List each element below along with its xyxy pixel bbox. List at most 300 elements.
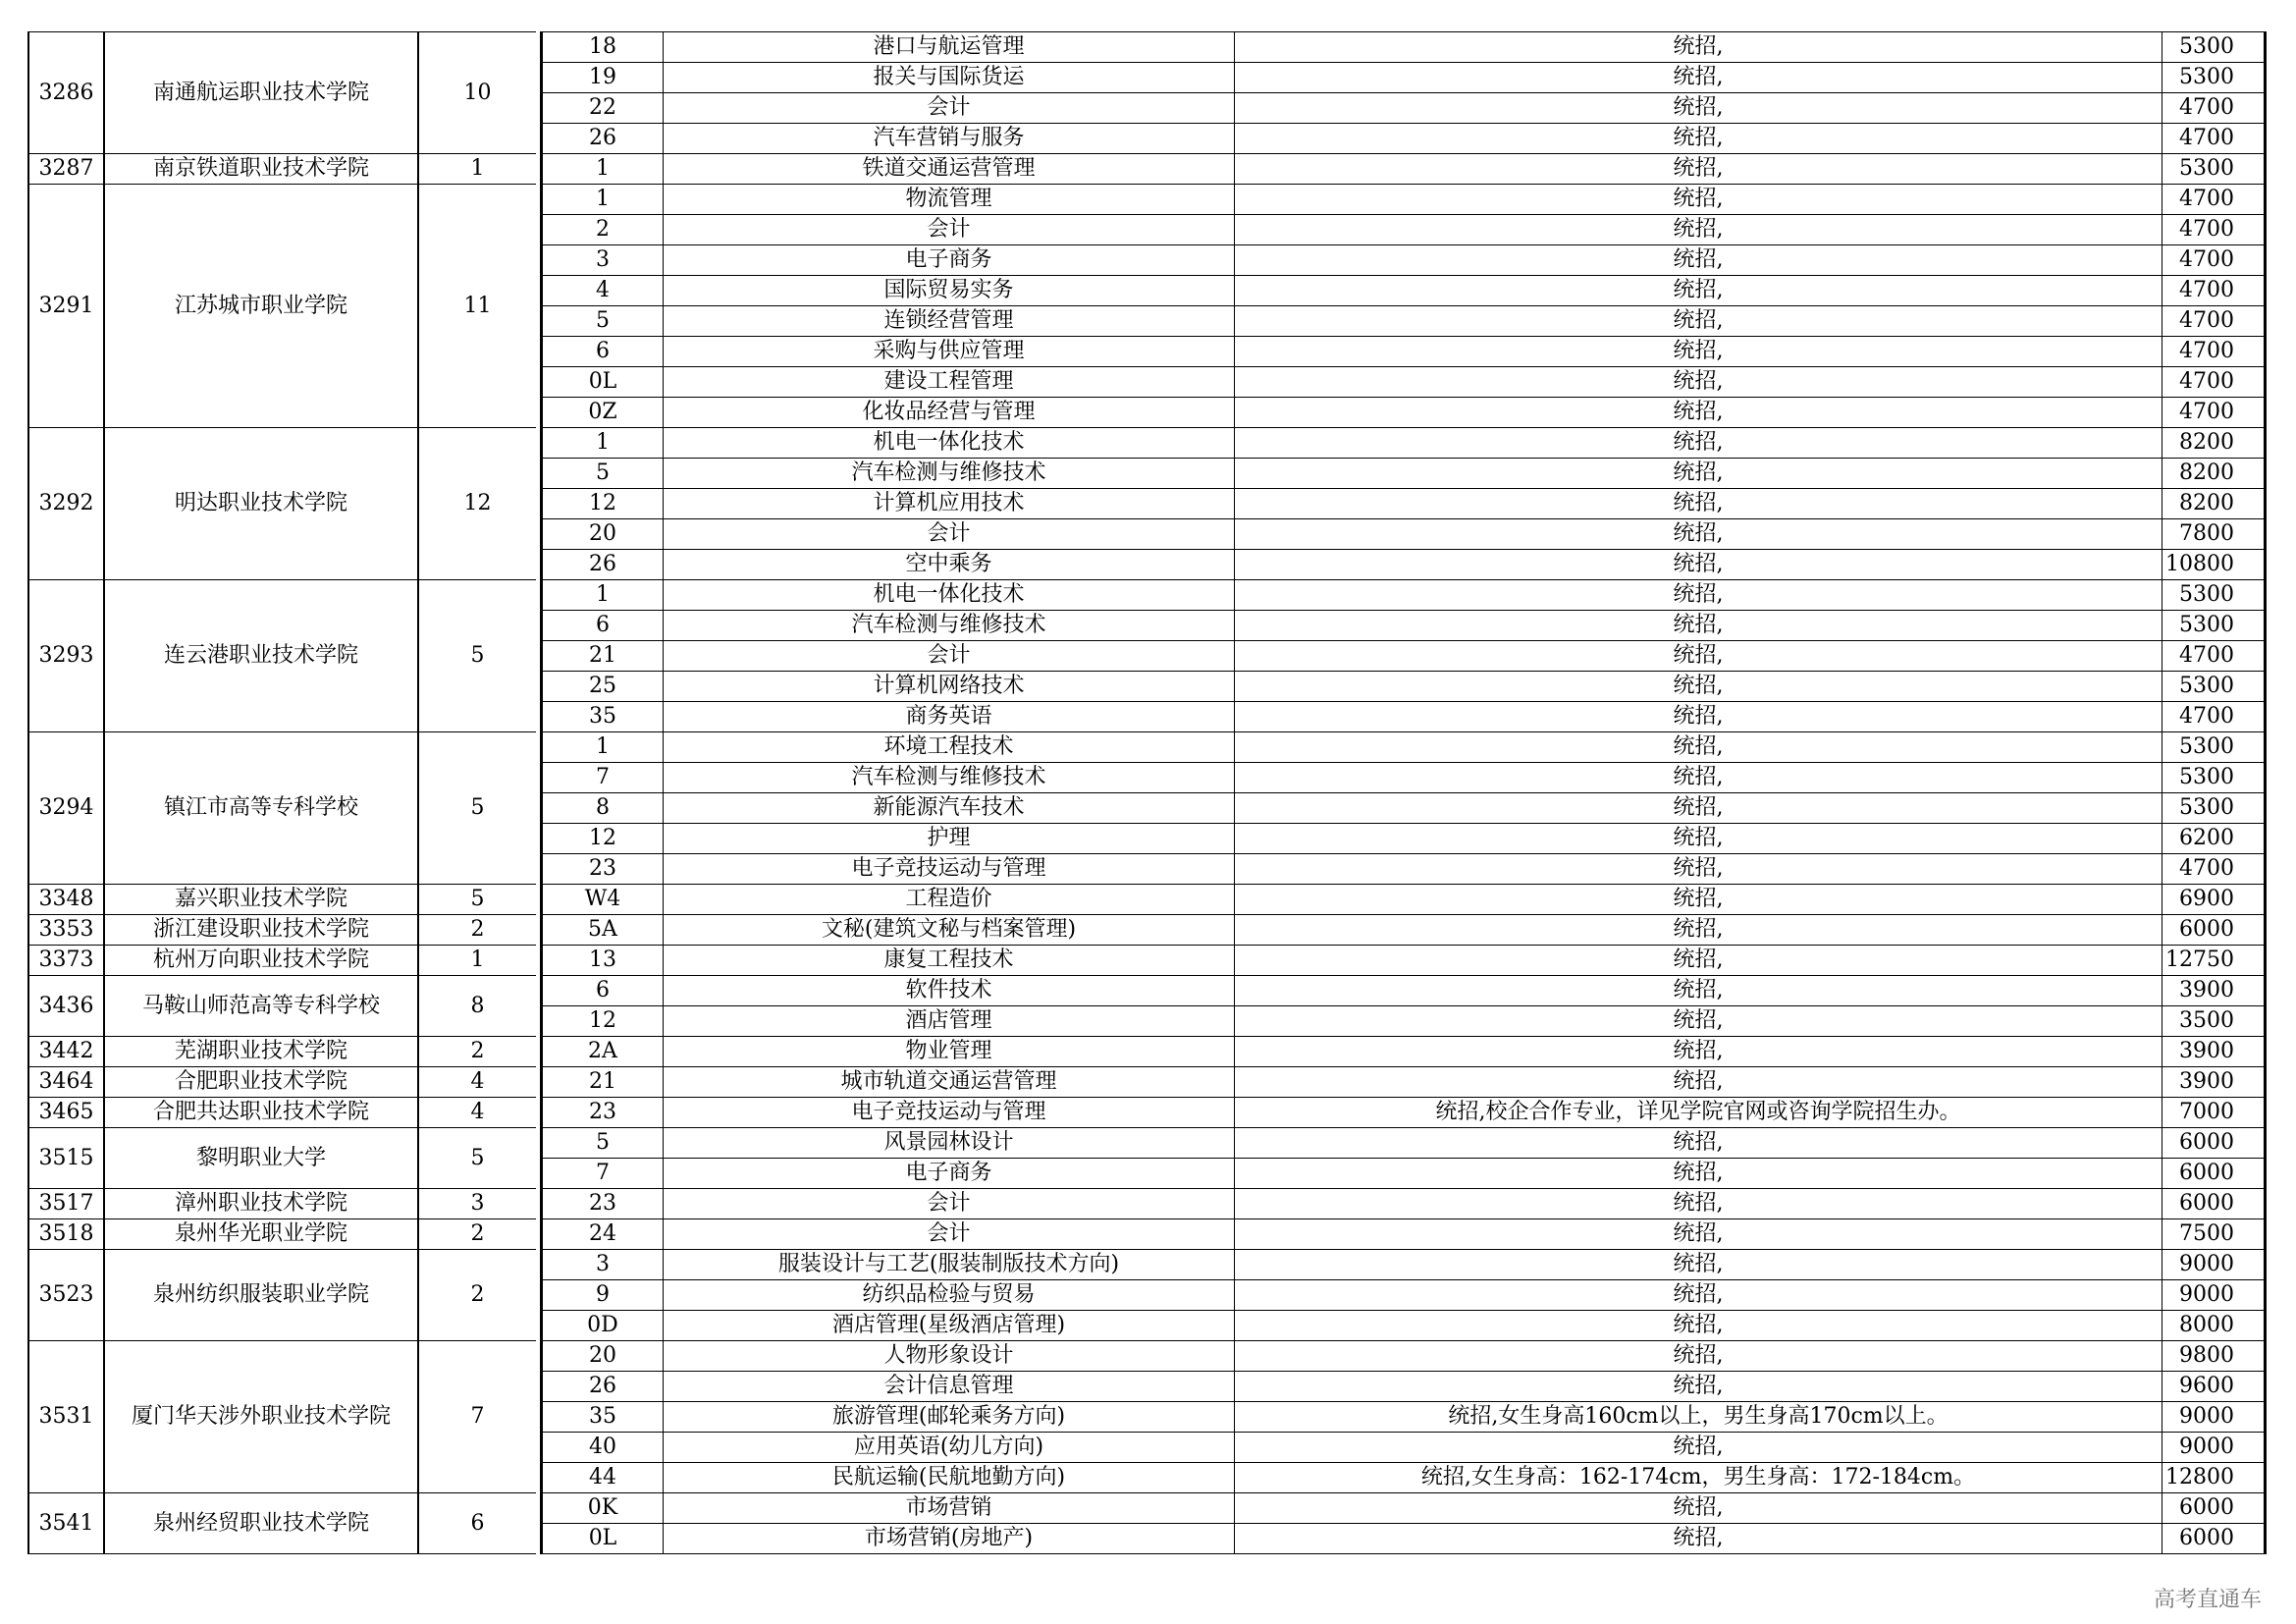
school-name: 镇江市高等专科学校 [104,732,418,885]
school-major-count: 2 [418,915,536,946]
major-code: 12 [542,1006,664,1037]
major-row [542,1098,2266,1128]
school-name: 明达职业技术学院 [104,428,418,580]
major-name: 工程造价 [664,885,1235,915]
major-note: 统招, [1235,824,2163,854]
major-note: 统招, [1235,428,2163,459]
major-row [542,519,2266,550]
major-name: 汽车检测与维修技术 [664,763,1235,793]
major-row [542,1037,2266,1067]
major-fee: 3900 [2163,1067,2266,1098]
major-name: 人物形象设计 [664,1341,1235,1372]
major-row [542,611,2266,641]
school-row [28,946,536,976]
school-major-count: 2 [418,1250,536,1341]
major-code: 20 [542,519,664,550]
major-name: 化妆品经营与管理 [664,398,1235,428]
major-code: 1 [542,185,664,215]
major-fee: 4700 [2163,276,2266,306]
major-row [542,1402,2266,1433]
major-fee: 9000 [2163,1280,2266,1311]
major-code: W4 [542,885,664,915]
major-name: 民航运输(民航地勤方向) [664,1463,1235,1493]
major-code: 26 [542,124,664,154]
major-row [542,824,2266,854]
major-note: 统招, [1235,1219,2163,1250]
major-note: 统招, [1235,550,2163,580]
major-name: 空中乘务 [664,550,1235,580]
major-name: 建设工程管理 [664,367,1235,398]
major-code: 1 [542,154,664,185]
school-code: 3515 [28,1128,104,1189]
major-fee: 4700 [2163,367,2266,398]
major-note: 统招, [1235,337,2163,367]
major-note: 统招, [1235,367,2163,398]
major-code: 2 [542,215,664,245]
major-code: 0Z [542,398,664,428]
major-row [542,306,2266,337]
major-name: 电子商务 [664,1159,1235,1189]
major-code: 3 [542,1250,664,1280]
school-name: 厦门华天涉外职业技术学院 [104,1341,418,1493]
major-fee: 6000 [2163,1159,2266,1189]
major-name: 机电一体化技术 [664,580,1235,611]
school-code: 3293 [28,580,104,732]
major-fee: 10800 [2163,550,2266,580]
major-fee: 4700 [2163,93,2266,124]
school-code: 3442 [28,1037,104,1067]
major-code: 12 [542,489,664,519]
major-code: 1 [542,580,664,611]
major-row [542,154,2266,185]
major-fee: 5300 [2163,580,2266,611]
major-fee: 3500 [2163,1006,2266,1037]
major-code: 13 [542,946,664,976]
major-name: 连锁经营管理 [664,306,1235,337]
major-fee: 7000 [2163,1098,2266,1128]
major-fee: 7500 [2163,1219,2266,1250]
major-row [542,763,2266,793]
major-code: 5 [542,1128,664,1159]
major-name: 城市轨道交通运营管理 [664,1067,1235,1098]
school-major-count: 1 [418,946,536,976]
major-fee: 4700 [2163,185,2266,215]
major-code: 1 [542,428,664,459]
school-row [28,32,536,154]
school-code: 3523 [28,1250,104,1341]
school-code: 3373 [28,946,104,976]
major-code: 8 [542,793,664,824]
major-row [542,641,2266,672]
school-code: 3517 [28,1189,104,1219]
major-row [542,1372,2266,1402]
major-row [542,915,2266,946]
major-note: 统招, [1235,1006,2163,1037]
school-major-count: 5 [418,580,536,732]
major-name: 服装设计与工艺(服装制版技术方向) [664,1250,1235,1280]
major-note: 统招, [1235,245,2163,276]
major-fee: 6000 [2163,1524,2266,1554]
major-note: 统招, [1235,1067,2163,1098]
major-code: 35 [542,702,664,732]
major-note: 统招, [1235,611,2163,641]
school-major-count: 3 [418,1189,536,1219]
school-major-count: 10 [418,32,536,154]
school-row [28,732,536,885]
major-fee: 9600 [2163,1372,2266,1402]
school-major-count: 2 [418,1037,536,1067]
major-row [542,337,2266,367]
major-row [542,1524,2266,1554]
school-name: 合肥共达职业技术学院 [104,1098,418,1128]
major-fee: 5300 [2163,732,2266,763]
major-note: 统招, [1235,1372,2163,1402]
major-note: 统招, [1235,154,2163,185]
major-note: 统招, [1235,1493,2163,1524]
major-name: 会计 [664,1189,1235,1219]
school-code: 3436 [28,976,104,1037]
major-row [542,1341,2266,1372]
major-name: 电子商务 [664,245,1235,276]
major-note: 统招, [1235,763,2163,793]
major-fee: 8000 [2163,1311,2266,1341]
major-row [542,1250,2266,1280]
major-row [542,1067,2266,1098]
school-table [27,31,536,1554]
school-code: 3291 [28,185,104,428]
school-name: 合肥职业技术学院 [104,1067,418,1098]
school-name: 杭州万向职业技术学院 [104,946,418,976]
school-row [28,580,536,732]
major-code: 23 [542,1189,664,1219]
major-row [542,946,2266,976]
major-name: 软件技术 [664,976,1235,1006]
school-name: 芜湖职业技术学院 [104,1037,418,1067]
major-code: 0L [542,1524,664,1554]
major-code: 4 [542,276,664,306]
major-name: 酒店管理(星级酒店管理) [664,1311,1235,1341]
major-fee: 6200 [2163,824,2266,854]
major-name: 会计 [664,1219,1235,1250]
major-row [542,428,2266,459]
major-note: 统招, [1235,732,2163,763]
major-row [542,1280,2266,1311]
school-name: 黎明职业大学 [104,1128,418,1189]
major-note: 统招, [1235,32,2163,63]
major-code: 24 [542,1219,664,1250]
major-code: 26 [542,1372,664,1402]
school-major-count: 12 [418,428,536,580]
school-major-count: 8 [418,976,536,1037]
major-fee: 7800 [2163,519,2266,550]
major-name: 计算机应用技术 [664,489,1235,519]
watermark-text: 高考直通车 [2153,1588,2262,1612]
school-row [28,915,536,946]
school-major-count: 5 [418,732,536,885]
major-name: 康复工程技术 [664,946,1235,976]
major-name: 环境工程技术 [664,732,1235,763]
major-name: 会计 [664,93,1235,124]
major-fee: 5300 [2163,611,2266,641]
major-code: 21 [542,1067,664,1098]
school-major-count: 1 [418,154,536,185]
major-row [542,732,2266,763]
major-code: 23 [542,1098,664,1128]
major-note: 统招, [1235,1311,2163,1341]
major-code: 35 [542,1402,664,1433]
major-code: 23 [542,854,664,885]
major-name: 酒店管理 [664,1006,1235,1037]
major-code: 40 [542,1433,664,1463]
major-name: 采购与供应管理 [664,337,1235,367]
major-row [542,185,2266,215]
major-fee: 6000 [2163,1128,2266,1159]
major-name: 旅游管理(邮轮乘务方向) [664,1402,1235,1433]
major-note: 统招, [1235,885,2163,915]
major-note: 统招, [1235,124,2163,154]
major-name: 商务英语 [664,702,1235,732]
major-code: 2A [542,1037,664,1067]
major-code: 6 [542,976,664,1006]
school-name: 泉州华光职业学院 [104,1219,418,1250]
school-row [28,1037,536,1067]
major-fee: 5300 [2163,32,2266,63]
major-note: 统招, [1235,519,2163,550]
major-name: 国际贸易实务 [664,276,1235,306]
major-fee: 6000 [2163,1493,2266,1524]
major-note: 统招, [1235,93,2163,124]
school-major-count: 5 [418,885,536,915]
major-row [542,1189,2266,1219]
school-row [28,185,536,428]
major-note: 统招, [1235,489,2163,519]
major-row [542,124,2266,154]
major-fee: 5300 [2163,63,2266,93]
major-fee: 9800 [2163,1341,2266,1372]
major-fee: 5300 [2163,154,2266,185]
major-code: 25 [542,672,664,702]
major-note: 统招, [1235,580,2163,611]
school-code: 3348 [28,885,104,915]
major-name: 纺织品检验与贸易 [664,1280,1235,1311]
school-row [28,885,536,915]
major-name: 计算机网络技术 [664,672,1235,702]
school-row [28,428,536,580]
major-note: 统招,校企合作专业，详见学院官网或咨询学院招生办。 [1235,1098,2163,1128]
major-fee: 9000 [2163,1402,2266,1433]
major-fee: 5300 [2163,672,2266,702]
major-fee: 4700 [2163,641,2266,672]
major-row [542,854,2266,885]
major-row [542,1128,2266,1159]
major-fee: 4700 [2163,702,2266,732]
major-code: 7 [542,763,664,793]
major-note: 统招, [1235,946,2163,976]
major-code: 22 [542,93,664,124]
school-row [28,976,536,1037]
major-note: 统招, [1235,306,2163,337]
school-code: 3292 [28,428,104,580]
school-major-count: 7 [418,1341,536,1493]
major-row [542,702,2266,732]
major-fee: 3900 [2163,976,2266,1006]
major-fee: 9000 [2163,1250,2266,1280]
school-row [28,1219,536,1250]
school-code: 3286 [28,32,104,154]
major-fee: 6000 [2163,915,2266,946]
school-row [28,1341,536,1493]
school-name: 漳州职业技术学院 [104,1189,418,1219]
school-code: 3353 [28,915,104,946]
major-row [542,580,2266,611]
major-fee: 6900 [2163,885,2266,915]
major-name: 应用英语(幼儿方向) [664,1433,1235,1463]
major-code: 20 [542,1341,664,1372]
major-note: 统招, [1235,459,2163,489]
major-code: 19 [542,63,664,93]
major-name: 港口与航运管理 [664,32,1235,63]
major-code: 9 [542,1280,664,1311]
major-fee: 5300 [2163,793,2266,824]
major-note: 统招,女生身高：162-174cm，男生身高：172-184cm。 [1235,1463,2163,1493]
school-major-count: 4 [418,1098,536,1128]
major-row [542,1433,2266,1463]
major-note: 统招, [1235,641,2163,672]
major-name: 会计 [664,641,1235,672]
major-code: 6 [542,337,664,367]
school-code: 3518 [28,1219,104,1250]
major-row [542,459,2266,489]
school-row [28,1189,536,1219]
school-name: 泉州经贸职业技术学院 [104,1493,418,1554]
major-fee: 5300 [2163,763,2266,793]
major-name: 汽车检测与维修技术 [664,611,1235,641]
major-name: 报关与国际货运 [664,63,1235,93]
school-major-count: 11 [418,185,536,428]
major-note: 统招, [1235,185,2163,215]
major-row [542,1159,2266,1189]
major-name: 汽车检测与维修技术 [664,459,1235,489]
major-code: 0D [542,1311,664,1341]
school-major-count: 6 [418,1493,536,1554]
school-row [28,1128,536,1189]
major-code: 1 [542,732,664,763]
major-name: 电子竞技运动与管理 [664,854,1235,885]
major-row [542,793,2266,824]
major-fee: 8200 [2163,459,2266,489]
major-name: 护理 [664,824,1235,854]
major-row [542,672,2266,702]
major-fee: 4700 [2163,245,2266,276]
school-name: 连云港职业技术学院 [104,580,418,732]
major-fee: 8200 [2163,428,2266,459]
major-name: 新能源汽车技术 [664,793,1235,824]
major-note: 统招, [1235,1341,2163,1372]
major-fee: 4700 [2163,306,2266,337]
major-code: 44 [542,1463,664,1493]
major-fee: 9000 [2163,1433,2266,1463]
major-code: 0L [542,367,664,398]
major-row [542,215,2266,245]
school-major-count: 4 [418,1067,536,1098]
major-note: 统招, [1235,854,2163,885]
major-note: 统招, [1235,1159,2163,1189]
school-row [28,1493,536,1554]
major-name: 物流管理 [664,185,1235,215]
school-name: 泉州纺织服装职业学院 [104,1250,418,1341]
school-code: 3287 [28,154,104,185]
major-row [542,93,2266,124]
school-name: 马鞍山师范高等专科学校 [104,976,418,1037]
school-name: 南京铁道职业技术学院 [104,154,418,185]
major-fee: 4700 [2163,124,2266,154]
major-fee: 4700 [2163,854,2266,885]
major-note: 统招, [1235,1524,2163,1554]
major-name: 机电一体化技术 [664,428,1235,459]
major-note: 统招, [1235,1280,2163,1311]
major-name: 市场营销(房地产) [664,1524,1235,1554]
major-row [542,245,2266,276]
school-code: 3541 [28,1493,104,1554]
major-note: 统招, [1235,215,2163,245]
major-code: 18 [542,32,664,63]
school-row [28,1098,536,1128]
major-note: 统招, [1235,398,2163,428]
major-name: 电子竞技运动与管理 [664,1098,1235,1128]
major-name: 市场营销 [664,1493,1235,1524]
school-row [28,1250,536,1341]
major-note: 统招, [1235,793,2163,824]
school-name: 浙江建设职业技术学院 [104,915,418,946]
major-fee: 3900 [2163,1037,2266,1067]
school-name: 江苏城市职业学院 [104,185,418,428]
major-note: 统招,女生身高160cm以上，男生身高170cm以上。 [1235,1402,2163,1433]
school-name: 南通航运职业技术学院 [104,32,418,154]
major-note: 统招, [1235,1250,2163,1280]
school-major-count: 5 [418,1128,536,1189]
major-name: 风景园林设计 [664,1128,1235,1159]
major-code: 5 [542,306,664,337]
major-fee: 4700 [2163,337,2266,367]
major-note: 统招, [1235,702,2163,732]
major-fee: 12750 [2163,946,2266,976]
major-fee: 12800 [2163,1463,2266,1493]
major-row [542,32,2266,63]
major-name: 汽车营销与服务 [664,124,1235,154]
major-row [542,276,2266,306]
major-name: 会计信息管理 [664,1372,1235,1402]
major-note: 统招, [1235,915,2163,946]
school-name: 嘉兴职业技术学院 [104,885,418,915]
major-fee: 6000 [2163,1189,2266,1219]
major-row [542,63,2266,93]
major-name: 会计 [664,215,1235,245]
school-row [28,1067,536,1098]
major-fee: 4700 [2163,398,2266,428]
major-row [542,398,2266,428]
major-note: 统招, [1235,672,2163,702]
school-major-count: 2 [418,1219,536,1250]
school-code: 3294 [28,732,104,885]
major-code: 12 [542,824,664,854]
major-row [542,976,2266,1006]
major-row [542,1463,2266,1493]
major-fee: 4700 [2163,215,2266,245]
major-note: 统招, [1235,63,2163,93]
major-note: 统招, [1235,1189,2163,1219]
major-code: 7 [542,1159,664,1189]
major-table [540,31,2267,1554]
